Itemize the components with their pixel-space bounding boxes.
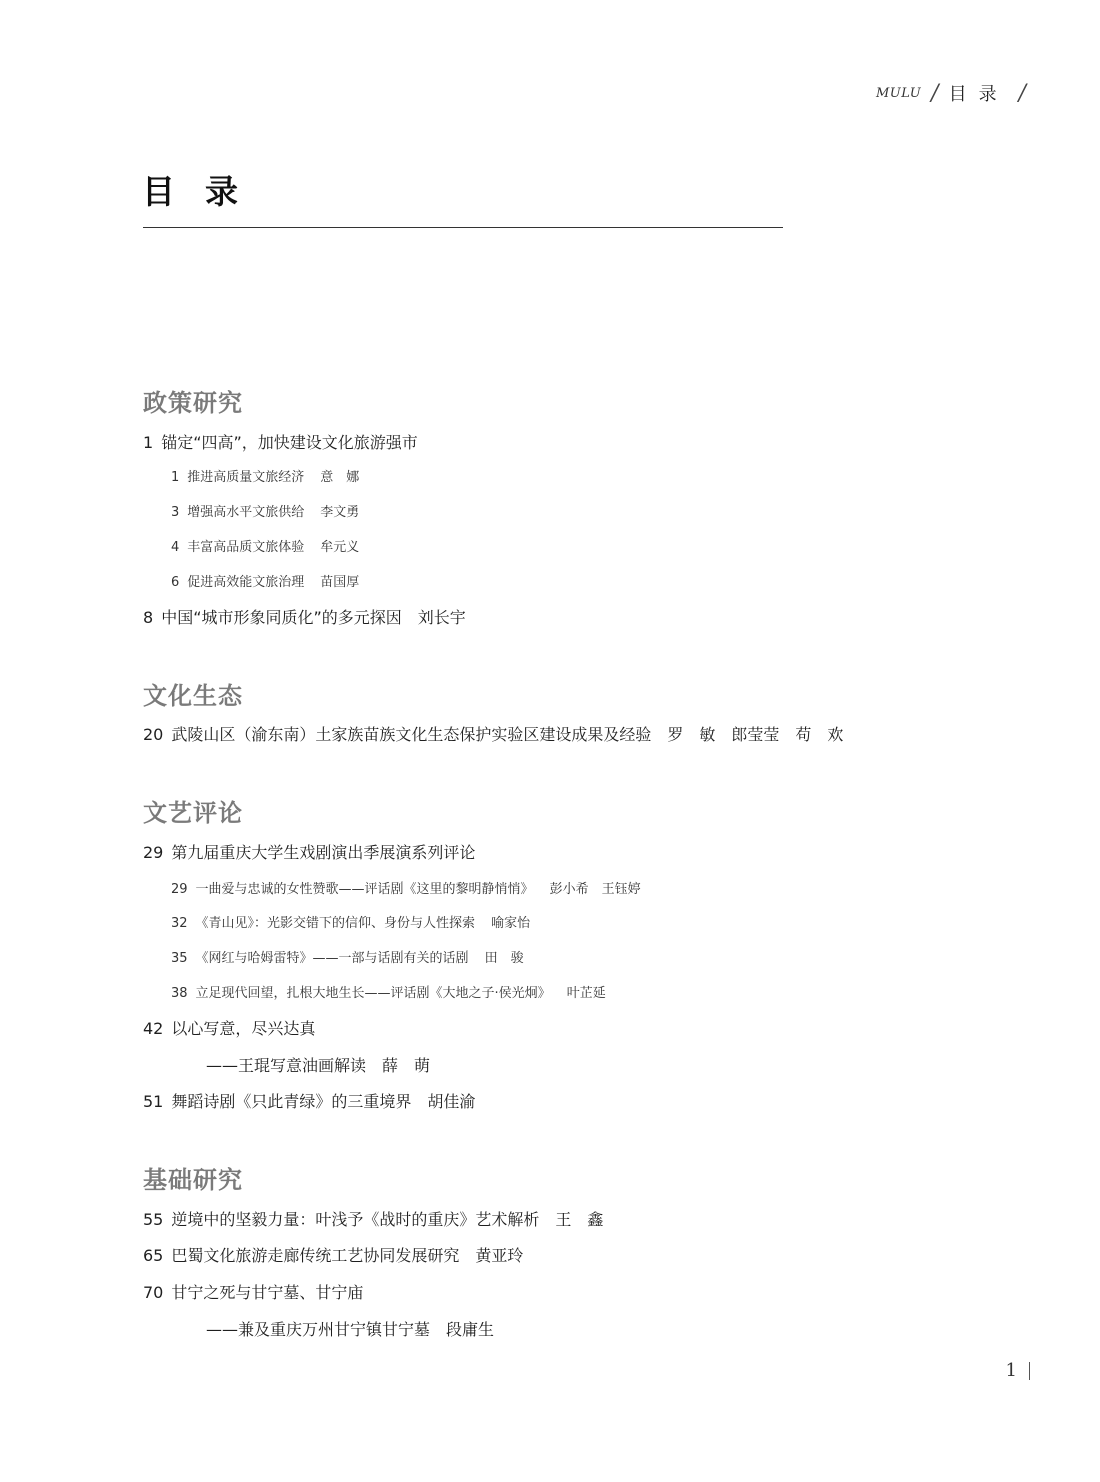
toc-page-number: 65 [143,1246,164,1265]
toc-title: 逆境中的坚毅力量：叶浅予《战时的重庆》艺术解析 [171,1210,540,1229]
header-latin: MULU [876,85,922,101]
toc-title: 丰富高品质文旅体验 [187,540,305,555]
toc-page-number: 42 [143,1019,164,1038]
toc-author: 段庸生 [446,1320,495,1339]
toc-author: 喻家怡 [491,916,531,931]
toc-author: 胡佳渝 [427,1092,476,1111]
toc-entry[interactable] [171,878,641,897]
toc-page-number: 55 [143,1210,164,1229]
section-heading: 文艺评论 [143,799,243,827]
section-heading: 基础研究 [143,1166,243,1194]
toc-title: ——王琨写意油画解读 [206,1056,367,1075]
toc-author: 田 骏 [484,951,524,966]
toc-author: 黄亚玲 [475,1246,524,1265]
toc-page-number: 1 [143,433,154,452]
toc-entry[interactable] [171,947,524,966]
page-footer [1006,1360,1030,1381]
toc-entry[interactable] [143,1207,603,1230]
toc-title: 促进高效能文旅治理 [187,575,305,590]
toc-entry[interactable] [171,912,530,931]
running-header [876,80,1026,106]
toc-author: 苗国厚 [320,575,360,590]
toc-author: 王 鑫 [555,1210,604,1229]
toc-author: 罗 敏 郎莹莹 苟 欢 [667,725,844,744]
toc-author: 意 娜 [320,470,360,485]
toc-page-number: 51 [143,1092,164,1111]
toc-entry[interactable] [143,840,475,863]
header-title: 目录 [948,84,1009,105]
toc-title: 一曲爱与忠诚的女性赞歌——评话剧《这里的黎明静悄悄》 [195,882,534,897]
toc-page-number: 3 [171,505,180,520]
toc-title: 巴蜀文化旅游走廊传统工艺协同发展研究 [171,1246,460,1265]
toc-author: 叶芷延 [566,986,606,1001]
toc-title: 立足现代回望，扎根大地生长——评话剧《大地之子·侯光炯》 [195,986,551,1001]
toc-title: 《网红与哈姆雷特》——一部与话剧有关的话剧 [195,951,469,966]
toc-page-number: 8 [143,608,154,627]
toc-author: 牟元义 [320,540,360,555]
toc-entry[interactable] [143,1243,523,1266]
title-rule [143,227,783,228]
section-heading: 政策研究 [143,389,243,417]
toc-entry[interactable] [143,1089,475,1112]
toc-page-number: 35 [171,951,188,966]
toc-entry[interactable] [206,1053,430,1076]
toc-author: 刘长宇 [417,608,466,627]
toc-title: 第九届重庆大学生戏剧演出季展演系列评论 [171,843,476,862]
toc-title: 武陵山区（渝东南）土家族苗族文化生态保护实验区建设成果及经验 [171,725,652,744]
toc-author: 薛 萌 [382,1056,431,1075]
toc-author: 李文勇 [320,505,360,520]
toc-title: 以心写意，尽兴达真 [171,1019,316,1038]
page-number-bar [1029,1362,1030,1380]
toc-entry[interactable] [206,1317,494,1340]
toc-page-number: 29 [171,882,188,897]
toc-page-number: 4 [171,540,180,555]
toc-entry[interactable] [143,605,466,628]
toc-title: ——兼及重庆万州甘宁镇甘宁墓 [206,1320,431,1339]
toc-page-number: 29 [143,843,164,862]
toc-title: 推进高质量文旅经济 [187,470,305,485]
toc-page-number: 20 [143,725,164,744]
header-slash-end: / [1018,80,1026,106]
toc-title: 《青山见》：光影交错下的信仰、身份与人性探索 [195,916,476,931]
page-number: 1 [1005,1360,1017,1381]
toc-page-number: 1 [171,470,180,485]
toc-entry[interactable] [143,1280,363,1303]
toc-title: 锚定“四高”，加快建设文化旅游强市 [161,433,418,452]
toc-entry[interactable] [171,571,359,590]
toc-page-number: 38 [171,986,188,1001]
toc-entry[interactable] [171,982,606,1001]
toc-entry[interactable] [171,501,359,520]
toc-title: 增强高水平文旅供给 [187,505,305,520]
toc-entry[interactable] [143,722,843,745]
toc-title: 甘宁之死与甘宁墓、甘宁庙 [171,1283,364,1302]
section-heading: 文化生态 [143,682,243,710]
toc-entry[interactable] [171,536,359,555]
toc-page-number: 32 [171,916,188,931]
toc-entry[interactable] [143,1016,315,1039]
toc-title: 舞蹈诗剧《只此青绿》的三重境界 [171,1092,412,1111]
toc-entry[interactable] [171,466,359,485]
toc-page-number: 6 [171,575,180,590]
toc-author: 彭小希 王钰婷 [549,882,641,897]
toc-entry[interactable] [143,430,418,453]
toc-title: 中国“城市形象同质化”的多元探因 [161,608,402,627]
toc-page-number: 70 [143,1283,164,1302]
page-title: 目录 [142,172,268,211]
header-slash: / [931,80,939,106]
